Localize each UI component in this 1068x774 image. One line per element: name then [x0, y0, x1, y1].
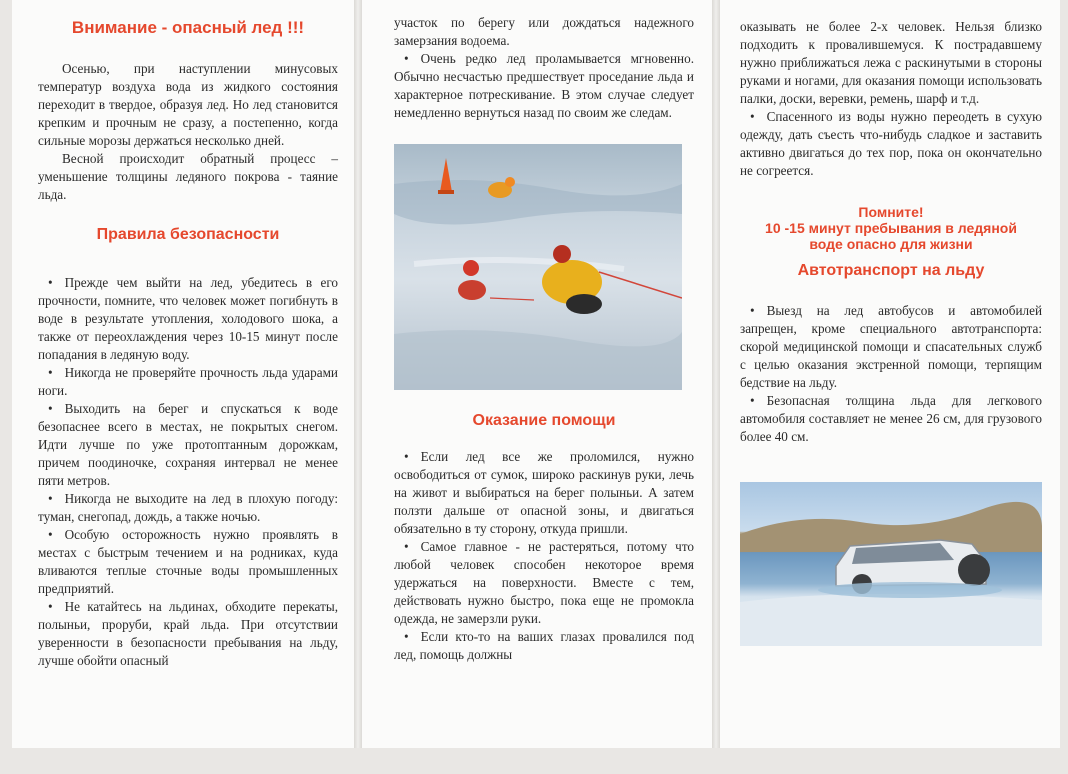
dry-clothes-item: • Спасенного из воды нужно переодеть в сухую одежду, дать съесть что-нибудь сладкое и заставить активно двигаться до тех пор, пока он окончательно не согреется. [740, 108, 1042, 180]
car-on-ice-photo [740, 482, 1042, 646]
right-panel [720, 0, 1060, 748]
rule-item: • Прежде чем выйти на лед, убедитесь в его прочности, помните, что человек может погибнуть в воде в результате утопления, холодового шока, а также от переохлаждения через 10-15 минут после попадания в ледяную воду. [38, 274, 338, 364]
help-item: • Если кто-то на ваших глазах провалился под лед, помощь должны [394, 628, 694, 664]
remember-title: Помните! [858, 204, 924, 220]
rule-item: • Никогда не выходите на лед в плохую погоду: туман, снегопад, дождь, а также ночью. [38, 490, 338, 526]
car-on-ice-illustration [740, 482, 1042, 646]
auto-item: • Безопасная толщина льда для легкового автомобиля составляет не менее 26 см, для грузового более 40 см. [740, 392, 1042, 446]
help-item: • Если лед все же проломился, нужно освободиться от сумок, широко раскинув руки, лечь на живот и выбираться на берег полыньи. А затем ползти дальше от опасной зоны, и двигаться обязательно в ту сторону, откуда пришли. [394, 448, 694, 538]
rule-item: • Никогда не проверяйте прочность льда ударами ноги. [38, 364, 338, 400]
intro-paragraph-2: Весной происходит обратный процесс – уменьшение толщины ледяного покрова - таяние льда. [38, 151, 338, 202]
rules-heading: Правила безопасности [96, 226, 280, 243]
help-heading: Оказание помощи [472, 412, 616, 429]
auto-heading: Автотранспорт на льду [797, 262, 985, 279]
middle-panel [362, 0, 712, 748]
intro-paragraph-1: Осенью, при наступлении минусовых температур воздуха вода из жидкого состояния переходит в твердое, образуя лед. Но лед становится крепким и прочным не сразу, а постепенно, когда сильные морозы держаться несколько дней. [38, 61, 338, 148]
help-item: • Самое главное - не растеряться, потому что любой человек способен некоторое время удержаться на поверхности. Вместе с тем, действовать нужно быстро, пока еще не промокла одежда, не замерзли руки. [394, 538, 694, 628]
ice-rescue-illustration [394, 144, 682, 390]
main-title: Внимание - опасный лед !!! [71, 18, 305, 37]
ice-rescue-photo [394, 144, 682, 390]
auto-item: • Выезд на лед автобусов и автомобилей запрещен, кроме специального автотранспорта: скорой медицинской помощи и спасательных служб с целью оказания экстренной помощи, терпящим бедствие на льду. [740, 302, 1042, 392]
continuation-text: участок по берегу или дождаться надежного замерзания водоема. [394, 15, 694, 48]
traffic-cone-icon [440, 158, 452, 192]
remember-note: 10 -15 минут пребывания в ледяной воде опасно для жизни [765, 220, 1017, 252]
rule-item: • Выходить на берег и спускаться к воде безопаснее всего в местах, не покрытых снегом. Идти лучше по уже протоптанным дорожкам, причем поодиночке, сохраняя интервал не менее пяти метров. [38, 400, 338, 490]
continuation-text: оказывать не более 2-х человек. Нельзя близко подходить к провалившемуся. К пострадавшему нужно приближаться лежа с раскинутыми в стороны руками и ногами, для оказания помощи использовать палки, доски, веревки, ремень, шарф и т.д. [740, 19, 1042, 106]
page-fold-2 [712, 0, 720, 748]
cracks-item: • Очень редко лед проламывается мгновенно. Обычно несчастью предшествует проседание льда и характерное потрескивание. В этом случае следует немедленно вернуться назад по своим же следам. [394, 50, 694, 122]
left-panel [12, 0, 354, 748]
page-fold-1 [354, 0, 362, 748]
rule-item: • Не катайтесь на льдинах, обходите перекаты, полыньи, проруби, край льда. При отсутствии уверенности в безопасности пребывания на льду, лучше обойти опасный [38, 598, 338, 670]
rule-item: • Особую осторожность нужно проявлять в местах с быстрым течением и на родниках, куда вливаются теплые сточные воды промышленных предприятий. [38, 526, 338, 598]
